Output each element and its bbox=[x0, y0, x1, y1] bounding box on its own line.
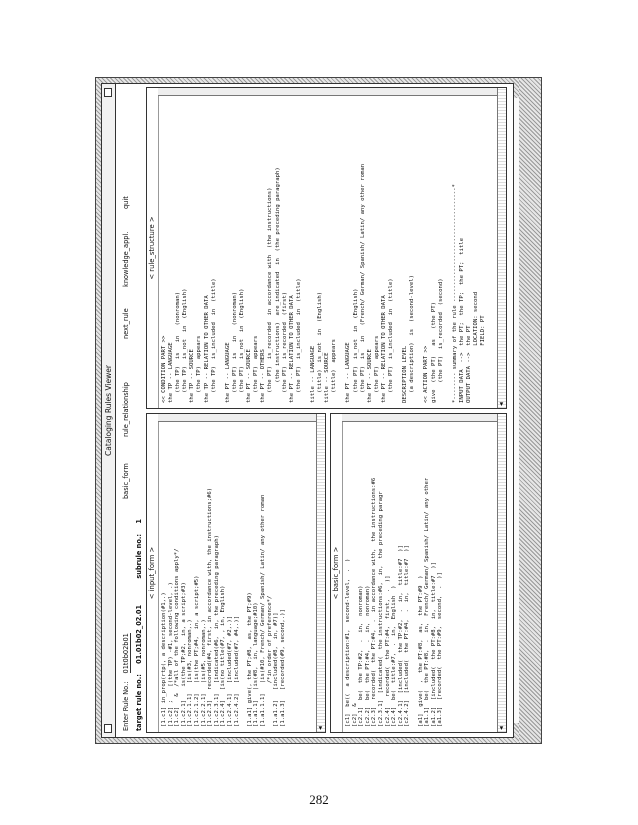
basic-form-vertical-scrollbar[interactable] bbox=[342, 414, 498, 422]
basic-form-panel bbox=[330, 413, 507, 733]
menu-basic-form[interactable]: basic_form bbox=[122, 463, 130, 499]
input-form-title: < input_form > bbox=[147, 414, 159, 732]
scroll-left-icon[interactable]: ◀ bbox=[498, 726, 505, 730]
basic-form-text: [c1] be(( a description:#1, second-level, . ) [c2] & [c2.1] be( the TP:#2, . in, nonroman) [c2.2] be( the PT:#4, . in, nonroman) [c2.3] recorded( the PT:#4, . in accordance with, the instructions:#6 [c2.3.1] [indicated( the instructions:#6, in, the preceding paragr [c2.4] recorded( the PT:#4, first, . )] [c2.4] be( title:#7, . in, English ) [c2.4.1] [included( the TP:#2, . in, title:#7 )] [c2.4.2] [included( the PT:#4, . in, title:#7 )] [a1] give( , the PT:#8, as, the PT:#9 ) [a1.1] be( the PT:#8, . in, French/ German/ Spanish/ Latin/ any other [a1.2] [included( the PT:#8, in, title:#7 )] [a1.3] [recorded( the PT:#9, second, . )] bbox=[345, 477, 444, 727]
input-form-horizontal-scrollbar[interactable] bbox=[316, 414, 325, 732]
target-rule-label: target rule no.: bbox=[135, 674, 143, 731]
subrule-label: subrule no.: bbox=[135, 533, 143, 579]
target-rule-row bbox=[135, 519, 143, 731]
window-title: Cataloging Rules Viewer bbox=[104, 365, 113, 456]
scroll-left-icon[interactable]: ◀ bbox=[317, 726, 324, 730]
subrule-value: 1 bbox=[135, 519, 143, 524]
input-form-vertical-scrollbar[interactable] bbox=[158, 414, 317, 422]
rule-number-row bbox=[122, 633, 130, 731]
menu-knowledge-appl[interactable]: knowledge_appl. bbox=[122, 231, 130, 287]
menu-next-rule[interactable]: next_rule bbox=[122, 308, 130, 339]
scroll-left-icon[interactable]: ◀ bbox=[498, 402, 505, 406]
window-menu-icon[interactable] bbox=[104, 724, 112, 733]
menu-rule-relationship[interactable]: rule_relationship bbox=[122, 382, 130, 437]
desktop-background-right bbox=[519, 78, 541, 743]
rule-structure-text: << CONDITION PART >> the TP -- LANGUAGE (the TP) is in (nonroman) (the TP) is_not in (English) the TP -- SOURCE (the TP) appears the TP -- RELATION TO OTHER DATA (the TP) is_included in (title) the PT -- LANGUAGE (the PT) is in (nonroman) (the PT) is_not in (English) the PT -- SOURCE (the PT) appears the PT -- OTHERS (the PT) is_recorded in accordance with (the instructions) (the instructions) are_indicated in (the preceding paragraph) (the PT) is_recorded (first) the PT -- RELATION TO OTHER DATA (the PT) is_included in (title) title -- LANGUAGE (title) is_not in (English) title -- SOURCE (title) appears the PT -- LANGUAGE (the PT) is_not in (English) (the PT) is in (French/ German/ Spanish/ Latin/ any other roman the PT -- SOURCE (the PT) appears the PT -- RELATION TO OTHER DATA (the PT) is_included in (title) DESCRIPTION LEVEL (a description) is (second-level) << ACTION PART >> give (the PT) as (the PT) (the PT) is_recorded (second) *-------- summary of the rule ----------------------------------* INPUT DATA --> the PT; the TP; the PT; title OUTPUT DATA --> the PT LOCATION: second FIELD: PT bbox=[161, 163, 487, 403]
basic-form-horizontal-scrollbar[interactable] bbox=[497, 414, 506, 732]
basic-form-title: < basic_form > bbox=[331, 414, 343, 732]
rule-structure-panel bbox=[146, 87, 507, 409]
rule-number-label: Enter Rule No.: bbox=[122, 681, 130, 731]
rule-structure-title: < rule_structure > bbox=[147, 88, 159, 408]
rule-structure-horizontal-scrollbar[interactable] bbox=[497, 88, 506, 408]
menu-quit[interactable]: quit bbox=[122, 196, 130, 209]
rule-structure-vertical-scrollbar[interactable] bbox=[158, 88, 498, 96]
page-number: 282 bbox=[309, 792, 329, 807]
window-titlebar[interactable] bbox=[102, 84, 116, 737]
input-form-text: [1.c1] in_prop(rtp(, a description(#1,.) [1.c2] ; [(the TP) -#1, second-level, .) [1.c2] & /*all of the following conditions apply*/ [1.c2.1] is(the TP;#2, in, a script;#3) [1.c2.1.1] [is(#3, nonroman,.) [1.c2.1.2] |is(the PT;#4, in, a script;#5) [1.c2.2.1] |is(#5, nonroman,.) [1.c2.3] recorded(#4, first, in accordance with, the instructions;#6) [1.c2.3.1] [indicated(#6, in, the preceding paragraph) [1.c2.4] [is(no title(#7, , in, English) [1.c2.4.1] [included(#7, #2,.)] [1.c2.4.2] [included(#7, #4,.)] [1.a1] give(, the PT;#8, as, the PT;#9) [1.a1.1] |is(#8, in, language;#10) [1.a1.1.1] |is(#10, French/ German/ Spanish/ Latin/ any other roman /*in order of preference*/ [1.a1.2] [included(#8, in, #7)] [1.a1.3] [recorded(#9, second,.)] bbox=[161, 487, 286, 727]
rule-number-input[interactable]: 01t0b02b01 bbox=[122, 633, 130, 674]
target-rule-value: 01.01b02_02.01 bbox=[135, 604, 143, 664]
cataloging-rules-viewer-window bbox=[101, 83, 514, 738]
window-maximize-icon[interactable] bbox=[104, 88, 112, 97]
input-form-panel bbox=[146, 413, 326, 733]
